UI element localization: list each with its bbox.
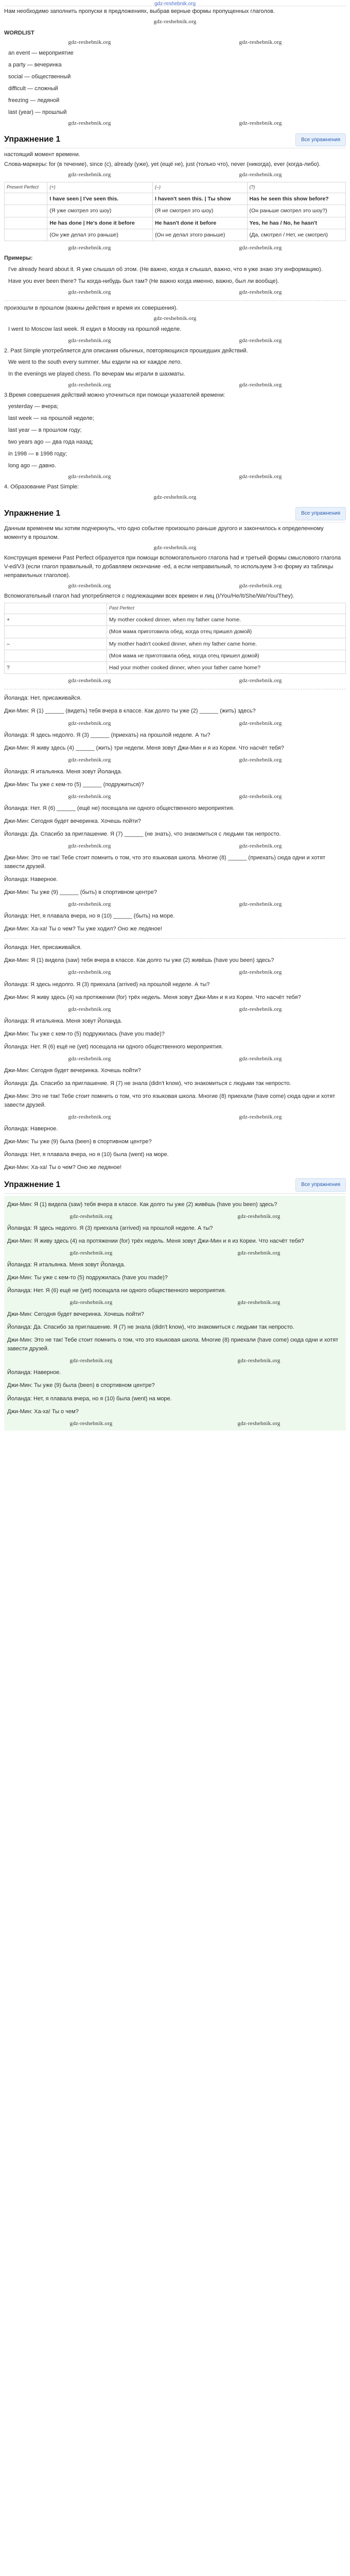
list-item: We went to the south every summer. Мы ездили на юг каждое лето.: [8, 359, 182, 365]
dialogue-line: Йоланда: Нет. Я (6) ______ (ещё не) посещала ни одного общественного мероприятия.: [4, 805, 235, 811]
watermark: gdz-reshebnik.org: [239, 793, 282, 800]
exercise-header: [4, 132, 346, 149]
watermark: gdz-reshebnik.org: [153, 544, 197, 551]
watermark: gdz-reshebnik.org: [68, 793, 111, 800]
dialogue-line: Йоланда: Нет. Я (6) ещё не (yet) посещала ни одного общественного мероприятия.: [7, 1287, 226, 1294]
table-cell: (Да, смотрел / Нет, не смотрел): [247, 229, 345, 241]
ps-p2-title: 2. Past Simple употребляется для описания обычных, повторяющихся прошедших действий.: [4, 347, 248, 354]
watermark: gdz-reshebnik.org: [237, 1358, 281, 1364]
dialogue-line: Джи-Мин: Ты уже (9) была (been) в спортивном центре?: [4, 1139, 152, 1145]
ppf-line2: Конструкция времени Past Perfect образуется при помощи вспомогательного глагола had и третьей формы смыслового глагола V-ed/V3 (если глагол правильный, то добавляем окончание -ed, а если неправильный, то используем 3-ю форму из таблицы неправильных глаголов).: [4, 554, 341, 579]
dialogue-line: Йоланда: Я итальянка. Меня зовут Йоланда.: [7, 1261, 126, 1268]
watermark: gdz-reshebnik.org: [68, 120, 111, 127]
dialogue-line: Джи-Мин: Это не так! Тебе стоит помнить о том, что это языковая школа. Многие (8) ______ (приехать) сюда одни и хотят завести друзей.: [4, 855, 326, 870]
watermark: gdz-reshebnik.org: [239, 473, 282, 480]
list-item: in 1998 — в 1998 году;: [8, 451, 67, 457]
watermark: gdz-reshebnik.org: [68, 245, 111, 251]
watermark: gdz-reshebnik.org: [239, 720, 282, 726]
all-exercises-button[interactable]: Все упражнения: [295, 133, 346, 147]
list-item: a party — вечеринка: [8, 62, 62, 69]
table-cell: (Я уже смотрел это шоу): [47, 205, 153, 217]
exercise-header: [4, 505, 346, 522]
exercise-title: Упражнение 1: [4, 1180, 61, 1189]
table-row: [5, 229, 346, 241]
ps-p3-title: 3.Время совершения действий можно уточниться при помощи указателей времени:: [4, 392, 225, 398]
table-cell: (Он не делал этого раньше): [153, 229, 248, 241]
dialogue-line: Джи-Мин: Сегодня будет вечеринка. Хочешь пойти?: [4, 1067, 141, 1074]
list-item: difficult — сложный: [8, 86, 58, 92]
dialogue-line: Йоланда: Нет, я плавала вчера, но я (10) была (went) на море.: [4, 1151, 169, 1158]
watermark: gdz-reshebnik.org: [239, 172, 282, 178]
table-cell: [5, 193, 47, 205]
dialogue-line: Джи-Мин: Я (1) видела (saw) тебя вчера в классе. Как долго ты уже (2) живёшь (have you been) здесь?: [7, 1201, 277, 1208]
table-cell: He hasn't done it before: [153, 217, 248, 229]
table-row: [5, 626, 346, 638]
watermark: gdz-reshebnik.org: [68, 583, 111, 589]
dialogue-blank: [4, 692, 346, 935]
dialogue-line: Йоланда: Нет, присаживайся.: [4, 695, 82, 702]
watermark: gdz-reshebnik.org: [69, 1358, 113, 1364]
dialogue-line: Джи-Мин: Я (1) видела (saw) тебя вчера в классе. Как долго ты уже (2) живёшь (have you been) здесь?: [4, 957, 274, 964]
ppf-line1: Данным временем мы хотим подчеркнуть, что одно событие произошло раньше другого и закончилось к определенному моменту в прошлом.: [4, 525, 324, 540]
watermark: gdz-reshebnik.org: [237, 1420, 281, 1427]
table-cell: (Он уже делал это раньше): [47, 229, 153, 241]
watermark: gdz-reshebnik.org: [68, 1055, 111, 1062]
watermark: gdz-reshebnik.org: [239, 120, 282, 127]
dialogue-line: Джи-Мин: Ты уже с кем-то (5) подружилась (have you made)?: [4, 1030, 165, 1037]
past-perfect-table: [4, 603, 346, 674]
watermark: gdz-reshebnik.org: [239, 901, 282, 908]
table-cell: Yes, he has / No, he hasn't: [247, 217, 345, 229]
exercise-header: [4, 1177, 346, 1194]
watermark: gdz-reshebnik.org: [239, 245, 282, 251]
dialogue-line: Йоланда: Да. Спасибо за приглашение. Я (7) ______ (не знать), что знакомиться с людьми так непросто.: [4, 831, 281, 837]
all-exercises-button[interactable]: Все упражнения: [295, 507, 346, 520]
dialogue-line: Джи-Мин: Ты уже (9) ______ (быть) в спортивном центре?: [4, 889, 157, 896]
dialogue-line: Йоланда: Наверное.: [7, 1369, 61, 1376]
dialogue-line: Джи-Мин: Это не так! Тебе стоит помнить о том, что это языковая школа. Многие (8) приехали (have come) сюда одни и хотят завести друзей.: [4, 1093, 336, 1108]
watermark: gdz-reshebnik.org: [68, 756, 111, 763]
table-cell: He has done | He's done it before: [47, 217, 153, 229]
ps-line1: произошли в прошлом (важны действия и время их совершения).: [4, 305, 178, 312]
list-item: I went to Moscow last week. Я ездил в Москву на прошлой неделе.: [8, 326, 182, 333]
dialogue-line: Джи-Мин: Ха-ха! Ты о чем?: [7, 1408, 79, 1415]
watermark: gdz-reshebnik.org: [237, 1249, 281, 1256]
table-row: [5, 205, 346, 217]
table-row: [5, 217, 346, 229]
table-cell: +: [5, 614, 107, 626]
table-cell: Had your mother cooked dinner, when your father came home?: [107, 662, 345, 674]
table-cell: [5, 650, 107, 662]
watermark: gdz-reshebnik.org: [69, 1249, 113, 1256]
table-cell: –: [5, 638, 107, 650]
dialogue-line: Йоланда: Наверное.: [4, 876, 58, 883]
table-row: [5, 614, 346, 626]
dialogue-line: Йоланда: Я здесь недолго. Я (3) ______ (приехать) на прошлой неделе. А ты?: [4, 732, 211, 738]
pp-examples: [4, 264, 346, 287]
watermark: gdz-reshebnik.org: [153, 19, 197, 25]
table-cell: (Я не смотрел это шоу): [153, 205, 248, 217]
dialogue-line: Йоланда: Я здесь недолго. Я (3) приехала (arrived) на прошлой неделе. А ты?: [4, 981, 210, 988]
all-exercises-button[interactable]: Все упражнения: [295, 1178, 346, 1192]
table-header: (?): [247, 182, 345, 193]
answer-block: [4, 1196, 346, 1431]
watermark: gdz-reshebnik.org: [68, 1114, 111, 1121]
exercise-title: Упражнение 1: [4, 134, 61, 144]
table-row: [5, 662, 346, 674]
table-cell: (Моя мама не приготовила обед, когда отец пришел домой): [107, 650, 345, 662]
watermark: gdz-reshebnik.org: [239, 1055, 282, 1062]
table-row: [5, 638, 346, 650]
list-item: an event — мероприятие: [8, 50, 74, 57]
table-cell: Has he seen this show before?: [247, 193, 345, 205]
watermark: gdz-reshebnik.org: [68, 381, 111, 388]
dialogue-line: Йоланда: Я итальянка. Меня зовут Йоланда.: [4, 1018, 122, 1024]
dialogue-line: Джи-Мин: Я живу здесь (4) на протяжении (for) трёх недель. Меня зовут Джи-Мин и я из Кореи. Что насчёт тебя?: [4, 994, 301, 1001]
dialogue-line: Джи-Мин: Ты уже с кем-то (5) подружилась (have you made)?: [7, 1275, 168, 1281]
watermark: gdz-reshebnik.org: [68, 1006, 111, 1012]
list-item: freezing — ледяной: [8, 97, 60, 104]
dialogue-line: Джи-Мин: Сегодня будет вечеринка. Хочешь пойти?: [7, 1311, 144, 1318]
dialogue-line: Джи-Мин: Сегодня будет вечеринка. Хочешь пойти?: [4, 818, 141, 824]
watermark: gdz-reshebnik.org: [68, 969, 111, 976]
dialogue-answers: [4, 942, 346, 1174]
watermark: gdz-reshebnik.org: [68, 172, 111, 178]
watermark: gdz-reshebnik.org: [239, 842, 282, 849]
list-item: In the evenings we played chess. По вечерам мы играли в шахматы.: [8, 370, 185, 377]
list-item: last week — на прошлой неделе;: [8, 415, 94, 421]
watermark: gdz-reshebnik.org: [239, 677, 282, 684]
table-row: [5, 650, 346, 662]
list-item: Have you ever been there? Ты когда-нибудь был там? (Не важно когда именно, важно, был ли вообще).: [8, 278, 279, 285]
dialogue-line: Йоланда: Нет, я плавала вчера, но я (10) ______ (быть) на море.: [4, 913, 175, 920]
pp-line1: настоящий момент времени.: [4, 151, 80, 158]
watermark: gdz-reshebnik.org: [239, 381, 282, 388]
examples-title: Примеры:: [4, 255, 33, 262]
watermark: gdz-reshebnik.org: [69, 1213, 113, 1219]
list-item: last (year) — прошлый: [8, 109, 67, 116]
site-domain[interactable]: gdz-reshebnik.org: [4, 0, 346, 6]
dialogue-line: Йоланда: Наверное.: [4, 1126, 58, 1132]
watermark: gdz-reshebnik.org: [239, 969, 282, 976]
table-cell: My mother hadn't cooked dinner, when my father came home.: [107, 638, 345, 650]
watermark: gdz-reshebnik.org: [239, 1006, 282, 1012]
ppf-line3: Вспомогательный глагол had употребляется с подлежащими всех времен и лиц (I/You/He/It/She/We/You/They).: [4, 593, 294, 600]
list-item: I've already heard about it. Я уже слышал об этом. (Не важно, когда я слышал, важно, что я уже знаю эту информацию).: [8, 266, 323, 273]
watermark: gdz-reshebnik.org: [239, 1114, 282, 1121]
table-cell: I haven't seen this. | Ты show: [153, 193, 248, 205]
watermark: gdz-reshebnik.org: [68, 720, 111, 726]
ps-p2-examples: [4, 357, 346, 380]
dialogue-line: Джи-Мин: Ты уже с кем-то (5) ______ (подружиться)?: [4, 781, 144, 788]
dialogue-line: Джи-Мин: Я живу здесь (4) ______ (жить) три недели. Меня зовут Джи-Мин и я из Кореи. Что насчёт тебя?: [4, 744, 284, 751]
table-header: Past Perfect: [107, 603, 345, 614]
list-item: two years ago — два года назад;: [8, 438, 93, 445]
table-cell: [5, 626, 107, 638]
watermark: gdz-reshebnik.org: [68, 39, 111, 46]
task-text: Нам необходимо заполнить пропуски в предложениях, выбрав верные формы пропущенных глаголов.: [4, 8, 275, 14]
dialogue-line: Джи-Мин: Я живу здесь (4) на протяжении (for) трёх недель. Меня зовут Джи-Мин и я из Кореи. Что насчёт тебя?: [7, 1238, 304, 1244]
watermark: gdz-reshebnik.org: [68, 901, 111, 908]
dialogue-line: Йоланда: Да. Спасибо за приглашение. Я (7) не знала (didn't know), что знакомиться с людьми так непросто.: [4, 1080, 291, 1087]
table-header: Present Perfect: [5, 182, 47, 193]
dialogue-line: Джи-Мин: Ты уже (9) была (been) в спортивном центре?: [7, 1382, 155, 1389]
ps-p4-title: 4. Образование Past Simple:: [4, 484, 79, 490]
present-perfect-table: [4, 182, 346, 241]
watermark: gdz-reshebnik.org: [68, 842, 111, 849]
list-item: long ago — давно.: [8, 463, 56, 469]
watermark: gdz-reshebnik.org: [237, 1213, 281, 1219]
table-header: (–): [153, 182, 248, 193]
watermark: gdz-reshebnik.org: [239, 756, 282, 763]
wordlist-title: WORDLIST: [4, 30, 34, 37]
table-cell: I have seen | I've seen this.: [47, 193, 153, 205]
table-cell: [5, 205, 47, 217]
dialogue-line: Йоланда: Я итальянка. Меня зовут Йоланда.: [4, 768, 122, 775]
watermark: gdz-reshebnik.org: [68, 289, 111, 296]
watermark: gdz-reshebnik.org: [237, 1299, 281, 1306]
wordlist: [4, 47, 346, 118]
time-markers: [4, 401, 346, 472]
watermark: gdz-reshebnik.org: [68, 473, 111, 480]
watermark: gdz-reshebnik.org: [239, 337, 282, 344]
watermark: gdz-reshebnik.org: [239, 39, 282, 46]
watermark: gdz-reshebnik.org: [69, 1299, 113, 1306]
dialogue-line: Джи-Мин: Ха-ха! Ты о чем? Оно же ледяное!: [4, 1164, 122, 1171]
dialogue-line: Джи-Мин: Это не так! Тебе стоит помнить о том, что это языковая школа. Многие (8) приехали (have come) сюда одни и хотят завести друзей.: [7, 1337, 339, 1352]
watermark: gdz-reshebnik.org: [239, 583, 282, 589]
ps-ex1-list: [4, 324, 346, 335]
pp-markers: Слова-маркеры: for (в течение), since (с), already (уже), yet (ещё не), just (только что), never (никогда), ever (когда-либо).: [4, 161, 321, 168]
dialogue-line: Йоланда: Нет. Я (6) ещё не (yet) посещала ни одного общественного мероприятия.: [4, 1043, 223, 1050]
watermark: gdz-reshebnik.org: [153, 315, 197, 322]
list-item: yesterday — вчера;: [8, 403, 59, 410]
table-cell: ?: [5, 662, 107, 674]
watermark: gdz-reshebnik.org: [69, 1420, 113, 1427]
watermark: gdz-reshebnik.org: [239, 289, 282, 296]
watermark: gdz-reshebnik.org: [153, 494, 197, 501]
table-row: [5, 193, 346, 205]
table-cell: [5, 229, 47, 241]
table-cell: [5, 217, 47, 229]
exercise-title: Упражнение 1: [4, 509, 61, 518]
dialogue-line: Йоланда: Нет, присаживайся.: [4, 944, 82, 951]
table-cell: (Он раньше смотрел это шоу?): [247, 205, 345, 217]
table-cell: (Моя мама приготовила обед, когда отец пришел домой): [107, 626, 345, 638]
list-item: social — общественный: [8, 74, 71, 80]
dialogue-line: Йоланда: Я здесь недолго. Я (3) приехала (arrived) на прошлой неделе. А ты?: [7, 1225, 213, 1231]
table-header: (+): [47, 182, 153, 193]
list-item: last year — в прошлом году;: [8, 427, 82, 433]
table-cell: My mother cooked dinner, when my father came home.: [107, 614, 345, 626]
dialogue-line: Йоланда: Нет, я плавала вчера, но я (10) была (went) на море.: [7, 1395, 172, 1402]
watermark: gdz-reshebnik.org: [68, 677, 111, 684]
watermark: gdz-reshebnik.org: [68, 337, 111, 344]
dialogue-line: Джи-Мин: Ха-ха! Ты о чем? Ты уже ходил? Оно же ледяное!: [4, 926, 162, 933]
dialogue-line: Йоланда: Да. Спасибо за приглашение. Я (7) не знала (didn't know), что знакомиться с людьми так непросто.: [7, 1324, 294, 1331]
dialogue-line: Джи-Мин: Я (1) ______ (видеть) тебя вчера в классе. Как долго ты уже (2) ______ (жить) здесь?: [4, 708, 256, 715]
